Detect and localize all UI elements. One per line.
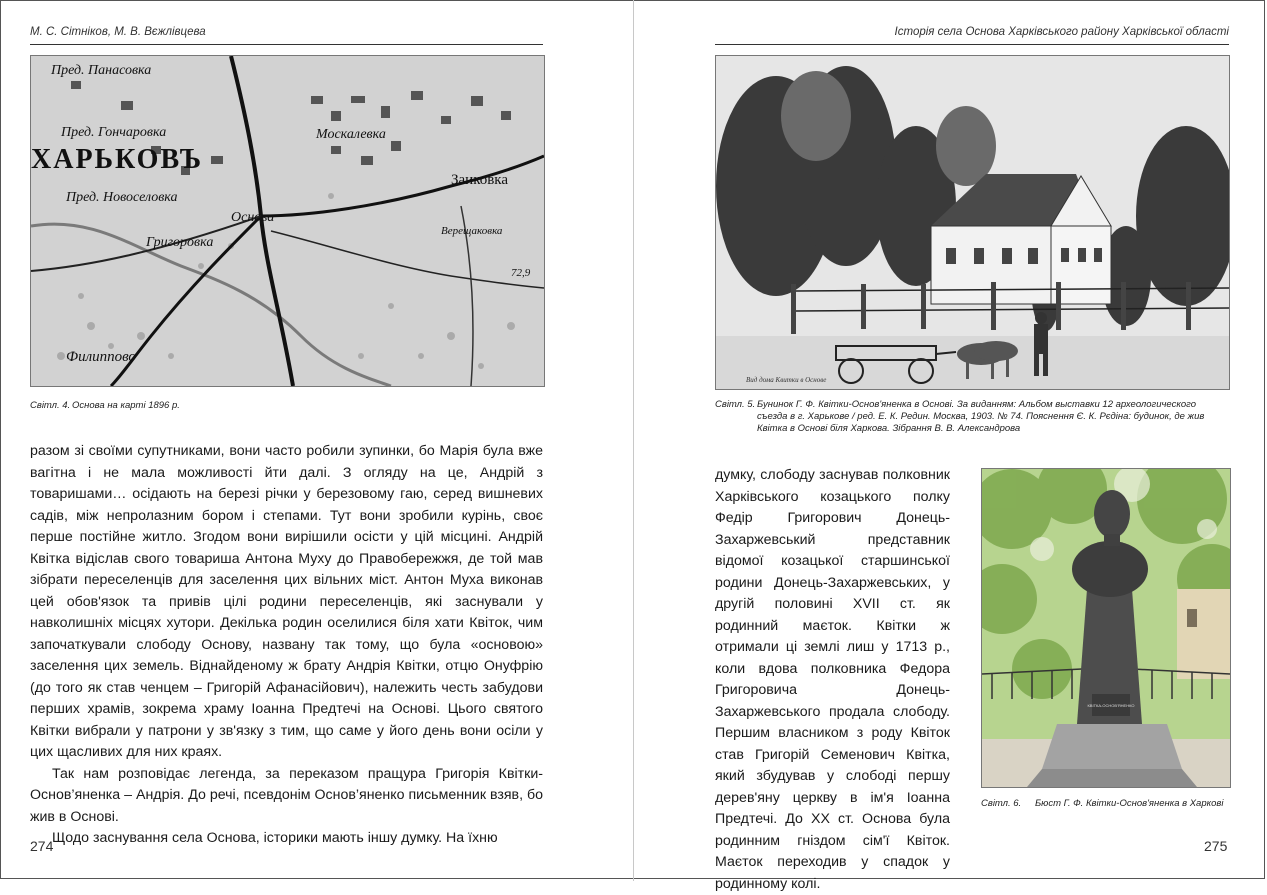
bust-photo-illustration	[982, 469, 1230, 787]
map-label-goncharovka: Пред. Гончаровка	[61, 125, 167, 140]
map-label-zaikovka: Заиковка	[451, 172, 509, 188]
map-label-vereshchakovka: Верещаковка	[441, 225, 503, 237]
right-page-body	[715, 465, 950, 895]
right-paragraph-1: думку, слободу заснував полковник Харківського козацького полку Федір Григорович Донець-Захаржевський представник відомої козацької старшинської родини Донець-Захаржевських, у другій половині XVII ст. як родинний маєток. Квітки ж отримали ці землі лиш у 1713 р., коли вдова полковника Федора Григоровича Донець-Захаржевського продала слободу. Першим власником з роду Квіток став Григорій Семенович Квітка, який збудував у слободі першу дерев'яну церкву в ім'я Іоанна Предтечі. До XX ст. Основа була родинним гніздом сім'ї Квіток. Маєток переходив у спадок у родинному колі.	[715, 467, 950, 892]
map-illustration	[31, 56, 544, 386]
kvitka-bust-photo-figure	[981, 468, 1231, 788]
map-label-number: 72,9	[511, 267, 531, 279]
figure-5-text: Бунинок Г. Ф. Квітки-Основ'яненка в Основі. За виданням: Альбом выставки 12 археологического съезда в г. Харькове / ред. Е. К. Редин. Москва, 1903. № 74. Пояснення Є. К. Рєдіна: будинок, де жив Квітка в Основі біля Харкова. Зібрання В. В. Александрова	[757, 399, 1205, 434]
left-page-body	[30, 441, 543, 850]
figure-4-text: Основа на карті 1896 р.	[72, 400, 180, 411]
house-drawing-illustration	[716, 56, 1229, 389]
map-1896-figure	[30, 55, 545, 387]
page-number-left: 274	[30, 838, 54, 854]
book-spine	[633, 0, 634, 881]
figure-6-label: Світл. 6.	[981, 798, 1022, 809]
left-paragraph-2: Так нам розповідає легенда, за переказом пращура Григорія Квітки-Основ’яненка – Андрія. До речі, псевдонім Основ’яненко письменник взяв, бо жив в Основі.	[30, 765, 543, 825]
figure-5-label: Світл. 5.	[715, 399, 756, 410]
map-label-panasovka: Пред. Панасовка	[51, 63, 152, 78]
figure-5-caption	[715, 399, 1229, 435]
left-paragraph-3: Щодо заснування села Основа, історики мають іншу думку. На їхню	[52, 830, 498, 846]
figure-6-text: Бюст Г. Ф. Квітки-Основ'яненка в Харкові	[1035, 798, 1224, 809]
left-paragraph-1: разом зі своїми супутниками, вони часто робили зупинки, бо Марія була вже вагітна і не мала можливості йти далі. З огляду на це, Андрій з товаришами… осідають на березі річки у березовому гаю, серед вишневих садів, між непролазним бором і степами. Тут вони зробили курінь, своє перше постійне житло. Згодом вони вирішили осісти у цій місцині. Андрій Квітка відіслав свого товариша Антона Муху до Правобережжя, де той мав зібрати переселенців для заселення цих вільних міст. Антон Муха виконав цей обов'язок та привів цілі родини переселенців, які заснували у навколишніх місцях хутори. Декілька родин оселилися біля хати Квіток, чим започаткували слободу Основу, названу так тому, що була «основою» заселення цих земель. Віднайденому ж брату Андрія Квітки, отцю Онуфрію (до того як став ченцем – Григорій Афанасійович), належить честь забудови перших храмів, зокрема храму Іоанна Предтечі на Основі. Цього святого Квітки вибрали у патрони у зв'язку з тим, що саме у його день вони осіли у цих щасливих для них краях.	[30, 443, 543, 760]
map-label-moskalevka: Москалевка	[316, 127, 386, 142]
drawing-signature: Вид дома Квитки в Основе	[746, 376, 827, 384]
map-label-osnova: Основа	[231, 210, 275, 225]
map-label-harkov: ХАРЬКОВЪ	[31, 144, 204, 175]
right-page-header: Історія села Основа Харківського району Харківської області	[715, 26, 1229, 45]
figure-6-caption	[981, 798, 1229, 810]
map-label-grigorovka: Григоровка	[146, 235, 214, 250]
bust-plaque-text: КВІТКА-ОСНОВ'ЯНЕНКО	[1087, 703, 1135, 708]
kvitka-house-drawing-figure	[715, 55, 1230, 390]
figure-4-caption	[30, 400, 180, 412]
map-label-filippovo: Филиппово	[66, 349, 136, 365]
page-number-right: 275	[1204, 838, 1228, 854]
figure-4-label: Світл. 4.	[30, 400, 71, 411]
left-page-header: М. С. Сітніков, М. В. Вєжлівцева	[30, 26, 543, 45]
map-label-novoselovka: Пред. Новоселовка	[66, 190, 178, 205]
